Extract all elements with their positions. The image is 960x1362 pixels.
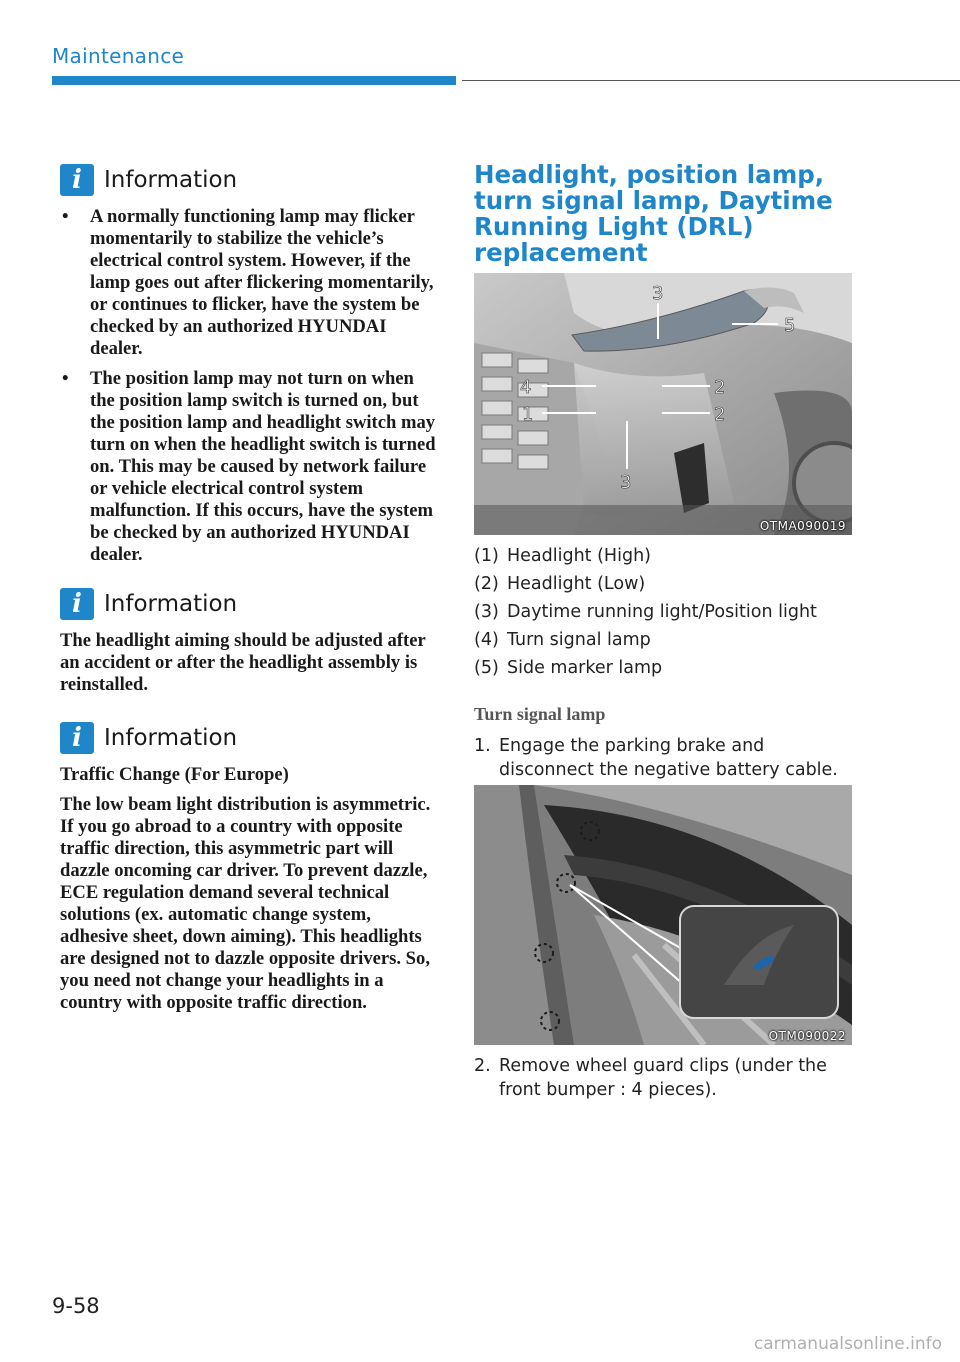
callout-label: 1 <box>522 404 534 425</box>
info-box-1 <box>60 164 438 574</box>
callout-label: 2 <box>714 377 726 398</box>
info-box-3 <box>60 722 438 1022</box>
callout-label: 4 <box>520 377 532 398</box>
info-bullet: • The position lamp may not turn on when the position lamp switch is turned on, but the position lamp and headlight switch may turn on when the headlight switch is turned on. This may be caused by network failure or vehicle electrical control system malfunction. If this occurs, have the system be checked by an authorized HYUNDAI dealer. <box>62 368 436 565</box>
info-subtitle: Traffic Change (For Europe) <box>60 764 289 785</box>
header-rule-thin <box>462 80 960 81</box>
heading-title: Headlight, position lamp, turn signal lamp, Daytime Running Light (DRL) replacement <box>474 160 833 267</box>
section-title: Maintenance <box>52 44 185 68</box>
list-item: (3) Daytime running light/Position light <box>474 602 817 622</box>
list-item: (1) Headlight (High) <box>474 546 651 566</box>
list-item: (2) Headlight (Low) <box>474 574 646 594</box>
callout-label: 2 <box>714 404 726 425</box>
callout-label: 3 <box>652 283 664 304</box>
info-title: Information <box>104 591 238 617</box>
info-title: Information <box>104 725 238 751</box>
list-item: (4) Turn signal lamp <box>474 630 651 650</box>
info-text: The low beam light distribution is asymmetric. If you go abroad to a country with opposite traffic direction, this asymmetric part will dazzle oncoming car driver. To prevent dazzle, ECE regulation demand several technical solutions (ex. automatic change system, adhesive sheet, down aiming). This headlights are designed not to dazzle opposite drivers. So, you need not change your headlights in a country with opposite traffic direction. <box>60 794 431 1013</box>
callout-label: 5 <box>784 315 796 336</box>
info-text: The headlight aiming should be adjusted after an accident or after the headlight assembly is reinstalled. <box>60 630 426 695</box>
page-number: 9-58 <box>52 1294 100 1318</box>
subsection-title: Turn signal lamp <box>474 704 606 724</box>
figure-code: OTM090022 <box>768 1029 846 1043</box>
header-rule-accent <box>52 76 456 85</box>
information-icon: i <box>60 722 94 754</box>
info-bullet: • A normally functioning lamp may flicker momentarily to stabilize the vehicle’s electrical control system. However, if the lamp goes out after flickering momentarily, or continues to flicker, have the system be checked by an authorized HYUNDAI dealer. <box>62 206 434 359</box>
parts-list <box>474 542 854 682</box>
information-icon: i <box>60 164 94 196</box>
callout-label: 3 <box>620 472 632 493</box>
watermark: carmanualsonline.info <box>753 1334 942 1354</box>
wheel-guard-illustration <box>474 785 852 1045</box>
headlight-illustration <box>474 273 852 535</box>
list-item: (5) Side marker lamp <box>474 658 663 678</box>
wheel-guard-figure <box>474 785 852 1045</box>
info-title: Information <box>104 167 238 193</box>
figure-code: OTMA090019 <box>759 519 846 533</box>
info-box-2 <box>60 588 438 704</box>
step-2: 2. Remove wheel guard clips (under the front bumper : 4 pieces). <box>474 1056 827 1100</box>
step-1: 1. Engage the parking brake and disconnect the negative battery cable. <box>474 736 838 780</box>
headlight-figure <box>474 273 852 535</box>
information-icon: i <box>60 588 94 620</box>
